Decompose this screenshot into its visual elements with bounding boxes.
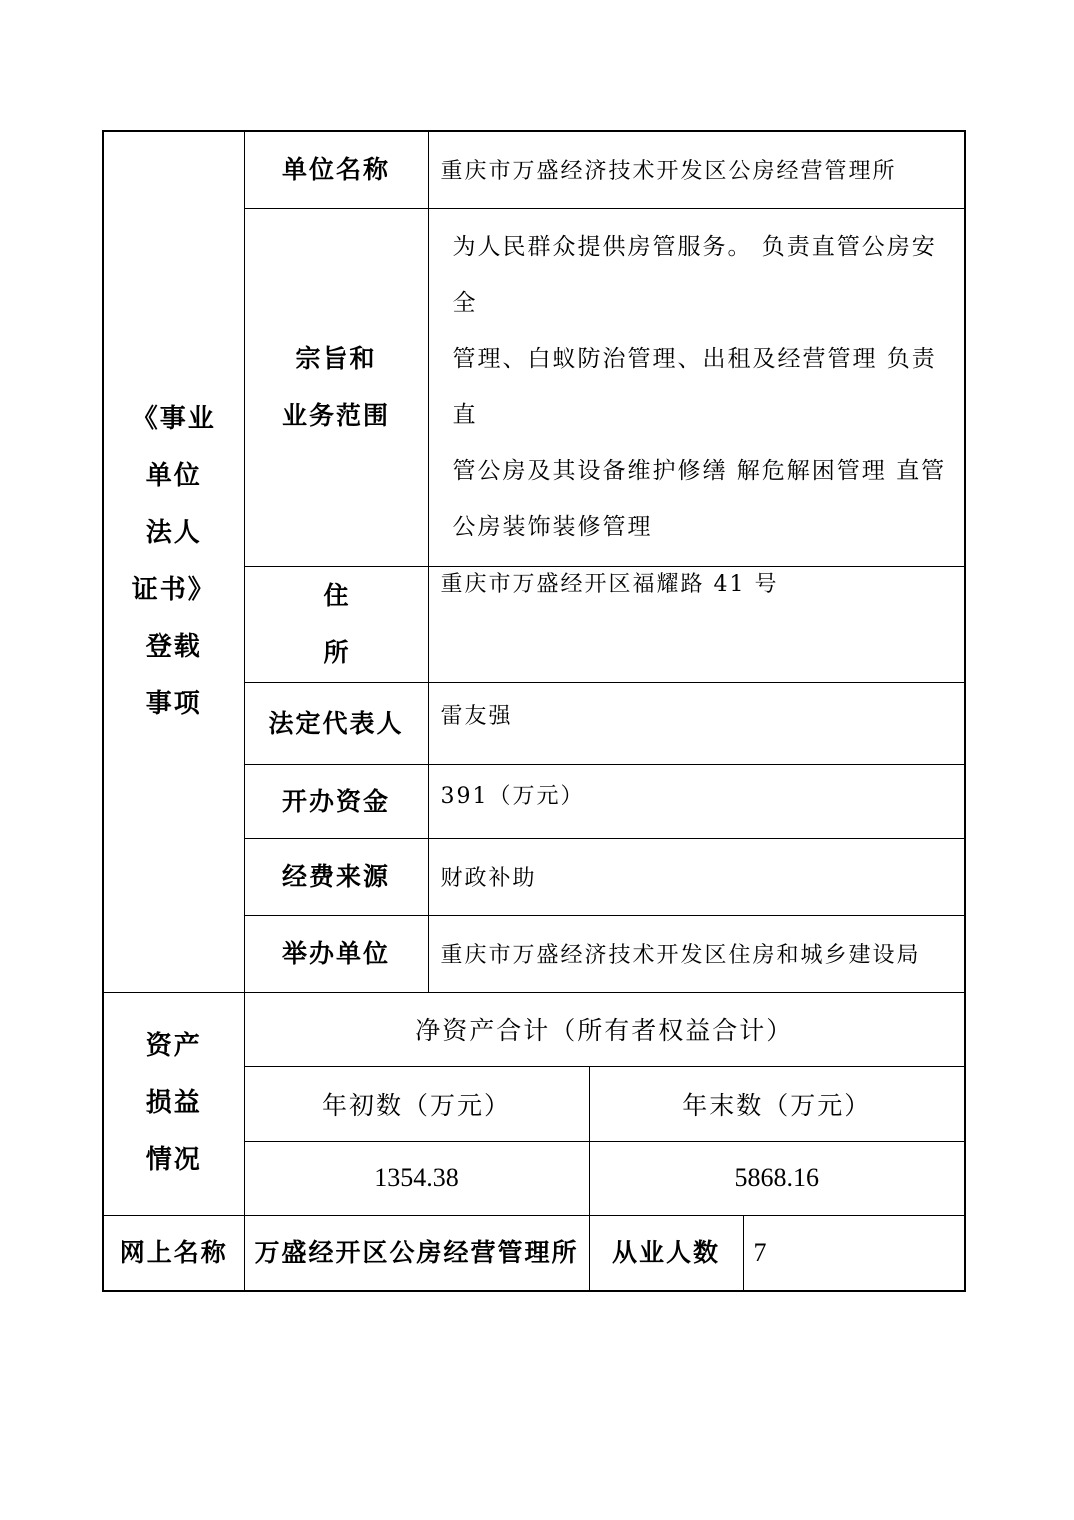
end-year-label: 年末数（万元） bbox=[589, 1066, 965, 1141]
purpose-text bbox=[441, 209, 957, 555]
registration-section-line: 证书》 bbox=[131, 574, 216, 605]
begin-year-value: 1354.38 bbox=[244, 1141, 589, 1215]
purpose-line: 管公房及其设备维护修缮 解危解困管理 直管 bbox=[452, 457, 947, 484]
registration-section-line: 事项 bbox=[145, 688, 202, 719]
assets-section-line: 资产 bbox=[145, 1031, 202, 1061]
unit-name-label: 单位名称 bbox=[244, 131, 428, 208]
address-value: 重庆市万盛经开区福耀路 41 号 bbox=[428, 566, 965, 682]
registration-section-line: 登载 bbox=[145, 631, 202, 662]
legal-rep-label: 法定代表人 bbox=[244, 682, 428, 764]
staff-count-label: 从业人数 bbox=[589, 1215, 743, 1291]
sponsor-value: 重庆市万盛经济技术开发区住房和城乡建设局 bbox=[428, 915, 965, 992]
net-assets-header: 净资产合计（所有者权益合计） bbox=[244, 992, 965, 1066]
assets-section-line: 情况 bbox=[145, 1145, 202, 1175]
end-year-value: 5868.16 bbox=[589, 1141, 965, 1215]
sponsor-label: 举办单位 bbox=[244, 915, 428, 992]
registration-section-line: 单位 bbox=[145, 460, 202, 491]
address-label-text: 住所 bbox=[323, 581, 405, 667]
purpose-label bbox=[244, 208, 428, 566]
purpose-label-line: 宗旨和 bbox=[295, 344, 377, 373]
registration-section-label bbox=[103, 131, 244, 992]
registration-table bbox=[102, 130, 966, 1292]
funding-label: 经费来源 bbox=[244, 838, 428, 915]
legal-rep-value: 雷友强 bbox=[428, 682, 965, 764]
purpose-label-line: 业务范围 bbox=[281, 401, 390, 430]
funding-value: 财政补助 bbox=[428, 838, 965, 915]
address-label bbox=[244, 566, 428, 682]
purpose-value bbox=[428, 208, 965, 566]
assets-section-label bbox=[103, 992, 244, 1215]
begin-year-label: 年初数（万元） bbox=[244, 1066, 589, 1141]
registration-section-line: 法人 bbox=[145, 517, 202, 548]
purpose-line: 公房装饰装修管理 bbox=[452, 513, 653, 540]
web-name-label: 网上名称 bbox=[103, 1215, 244, 1291]
unit-name-value: 重庆市万盛经济技术开发区公房经营管理所 bbox=[428, 131, 965, 208]
staff-count-value: 7 bbox=[743, 1215, 965, 1291]
capital-value: 391（万元） bbox=[428, 764, 965, 838]
registration-section-line: 《事业 bbox=[131, 403, 216, 434]
assets-section-line: 损益 bbox=[145, 1088, 202, 1118]
web-name-value: 万盛经开区公房经营管理所 bbox=[244, 1215, 589, 1291]
purpose-line: 为人民群众提供房管服务。 负责直管公房安全 bbox=[452, 233, 937, 316]
capital-label: 开办资金 bbox=[244, 764, 428, 838]
purpose-line: 管理、白蚁防治管理、出租及经营管理 负责直 bbox=[452, 345, 937, 428]
